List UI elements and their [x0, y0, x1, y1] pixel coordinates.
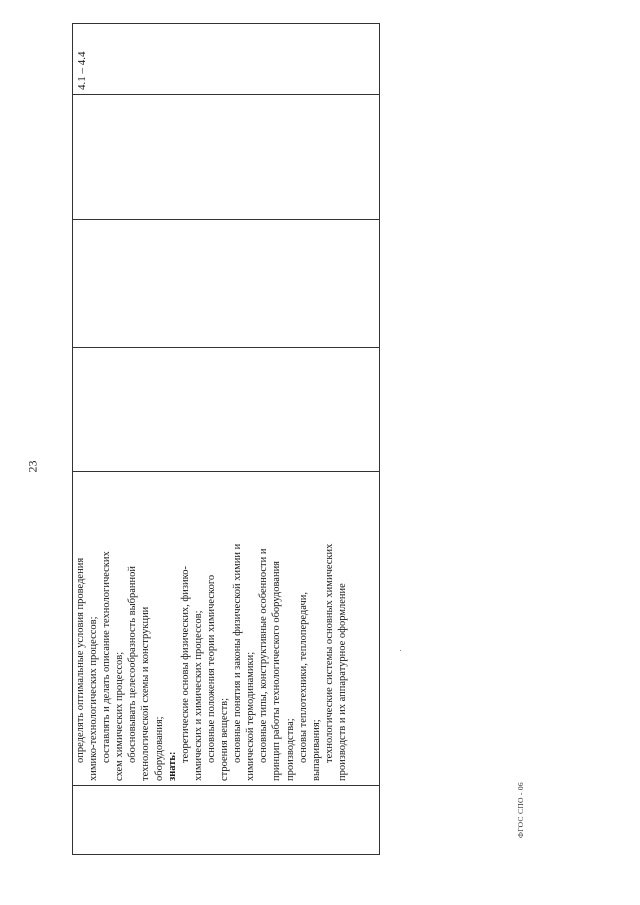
- content-line: основные положения теории химического: [205, 574, 217, 763]
- content-line: химико-технологических процессов;: [88, 616, 100, 781]
- content-line: основы теплотехники, теплопередачи,: [297, 592, 309, 763]
- rotated-table-wrapper: [72, 30, 380, 855]
- curriculum-table: [72, 23, 380, 855]
- content-line: производств и их аппаратурное оформление: [336, 583, 348, 781]
- content-line: определять оптимальные условия проведения: [75, 557, 86, 763]
- content-line: химической термодинамики;: [245, 651, 257, 781]
- table-cell-empty: [73, 348, 380, 472]
- table-row: [73, 24, 380, 855]
- content-line: основные типы, конструктивные особенности и: [258, 548, 270, 763]
- content-line: принцип работы технологического оборудования: [271, 560, 283, 781]
- content-line: технологические системы основных химических: [323, 543, 335, 763]
- content-line: выпаривания;: [310, 719, 322, 781]
- competency-ref: 4.1 – 4.4: [76, 51, 88, 90]
- content-lines: [73, 472, 349, 785]
- content-line: производства;: [284, 718, 296, 781]
- content-line: основные понятия и законы физической химии и: [232, 543, 244, 763]
- content-line: составлять и делать описание технологических: [101, 551, 113, 763]
- table-cell-competency: [73, 24, 380, 95]
- scan-speck: [400, 650, 401, 651]
- page-number: 23: [25, 460, 40, 473]
- content-line: знать:: [166, 751, 178, 781]
- table-cell-empty: [73, 95, 380, 220]
- table-cell-content: [73, 472, 380, 786]
- content-line: обосновывать целесообразность выбранной: [127, 565, 139, 763]
- content-line: химических и химических процессов;: [192, 610, 204, 781]
- table-cell-empty: [73, 220, 380, 348]
- table-cell-index: [73, 786, 380, 855]
- content-line: теоретические основы физических, физико-: [179, 566, 191, 763]
- content-line: схем химических процессов;: [114, 651, 126, 781]
- footer-code: ФГОС СПО - 06: [516, 782, 525, 838]
- content-line: оборудования;: [153, 716, 165, 781]
- content-line: технологической схемы и конструкции: [140, 606, 152, 781]
- content-line: строения веществ;: [219, 697, 231, 781]
